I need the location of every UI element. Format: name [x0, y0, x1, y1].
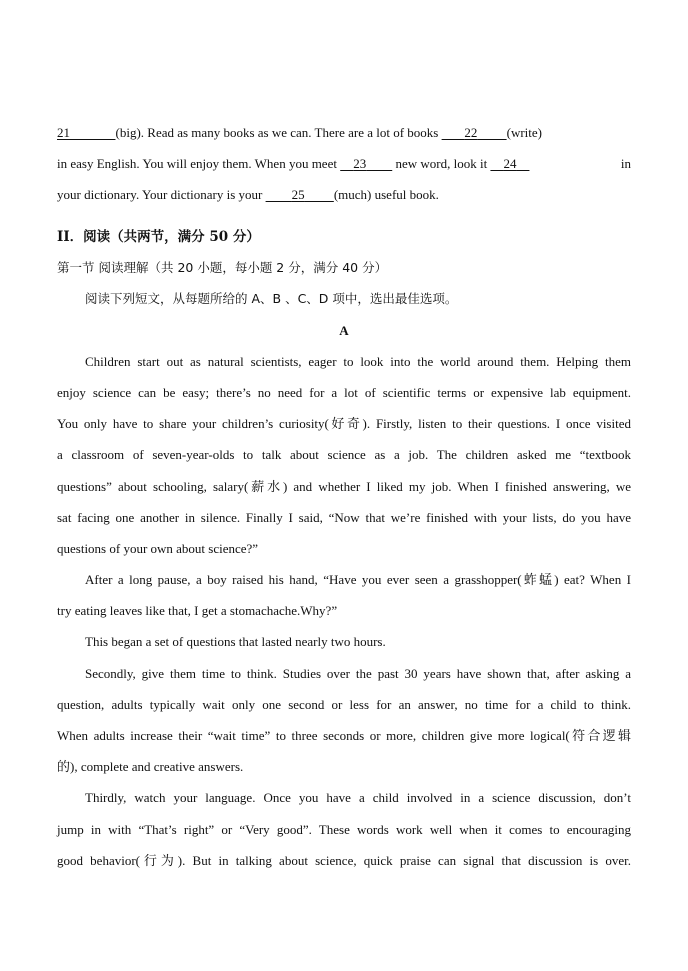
blank-23-number: 23	[353, 156, 367, 171]
passage-line: try eating leaves like that, I get a stomachache.Why?”	[57, 603, 338, 618]
blank-25-number: 25	[291, 187, 305, 202]
passage-line: 的), complete and creative answers.	[57, 759, 244, 774]
passage-line: enjoy science can be easy; there’s no need for a lot of scientific terms or expensive lab equipment.	[57, 385, 631, 400]
blank-21-number: 21	[57, 125, 70, 140]
passage-line: After a long pause, a boy raised his hand, “Have you ever seen a grasshopper(蚱蜢) eat? When I	[85, 572, 631, 587]
passage-line: good behavior(行为). But in talking about science, quick praise can signal that discussion is over.	[57, 853, 631, 868]
passage-line: sat facing one another in silence. Finally I said, “Now that we’re finished with your lists, do you have	[57, 510, 631, 525]
instruction-text: 阅读下列短文，从每题所给的 A、B 、C、D 项中，选出最佳选项。	[85, 291, 458, 306]
passage-line: You only have to share your children’s curiosity(好奇). Firstly, listen to their questions. I once visited	[57, 416, 631, 431]
passage-label: A	[339, 323, 349, 338]
cloze-text: (big). Read as many books as we can. There are a lot of books	[115, 125, 439, 140]
blank-22	[442, 124, 507, 142]
passage-line: Thirdly, watch your language. Once you have a child involved in a science discussion, don’t	[85, 790, 631, 805]
blank-24-number: 24	[503, 156, 517, 171]
passage-line: questions” about schooling, salary(薪水) and whether I liked my job. When I finished answering, we	[57, 479, 631, 494]
cloze-line-1	[57, 124, 631, 142]
passage-line: questions of your own about science?”	[57, 541, 259, 556]
blank-23	[340, 155, 392, 173]
section-title: II．阅读（共两节，满分 50 分）	[57, 229, 260, 245]
passage-line: When adults increase their “wait time” to three seconds or more, children give more logical(符合逻辑	[57, 728, 631, 743]
passage-line: This began a set of questions that lasted nearly two hours.	[85, 634, 386, 649]
cloze-line-3	[57, 186, 631, 204]
passage-line: Secondly, give them time to think. Studies over the past 30 years have shown that, after asking a	[85, 666, 631, 681]
cloze-text: (much) useful book.	[333, 187, 439, 202]
blank-25	[266, 186, 334, 204]
passage-line: a classroom of seven-year-olds to talk about science as a job. The children asked me “textbook	[57, 447, 631, 462]
blank-24	[490, 155, 529, 173]
cloze-line-2	[57, 155, 631, 173]
cloze-text: in easy English. You will enjoy them. When you meet	[57, 156, 337, 171]
cloze-text: new word, look it	[395, 156, 488, 171]
passage-line: Children start out as natural scientists, eager to look into the world around them. Helping them	[85, 354, 631, 369]
cloze-text: (write)	[506, 125, 542, 140]
passage-line: jump in with “That’s right” or “Very good”. These words work well when it comes to encouraging	[57, 822, 631, 837]
cloze-text: your dictionary. Your dictionary is your	[57, 187, 263, 202]
passage-line: question, adults typically wait only one second or less for an answer, no time for a child to think.	[57, 697, 631, 712]
cloze-text: in	[620, 156, 631, 171]
blank-21	[57, 124, 116, 142]
part-title: 第一节 阅读理解（共 20 小题，每小题 2 分，满分 40 分）	[57, 260, 388, 275]
blank-22-number: 22	[464, 125, 478, 140]
